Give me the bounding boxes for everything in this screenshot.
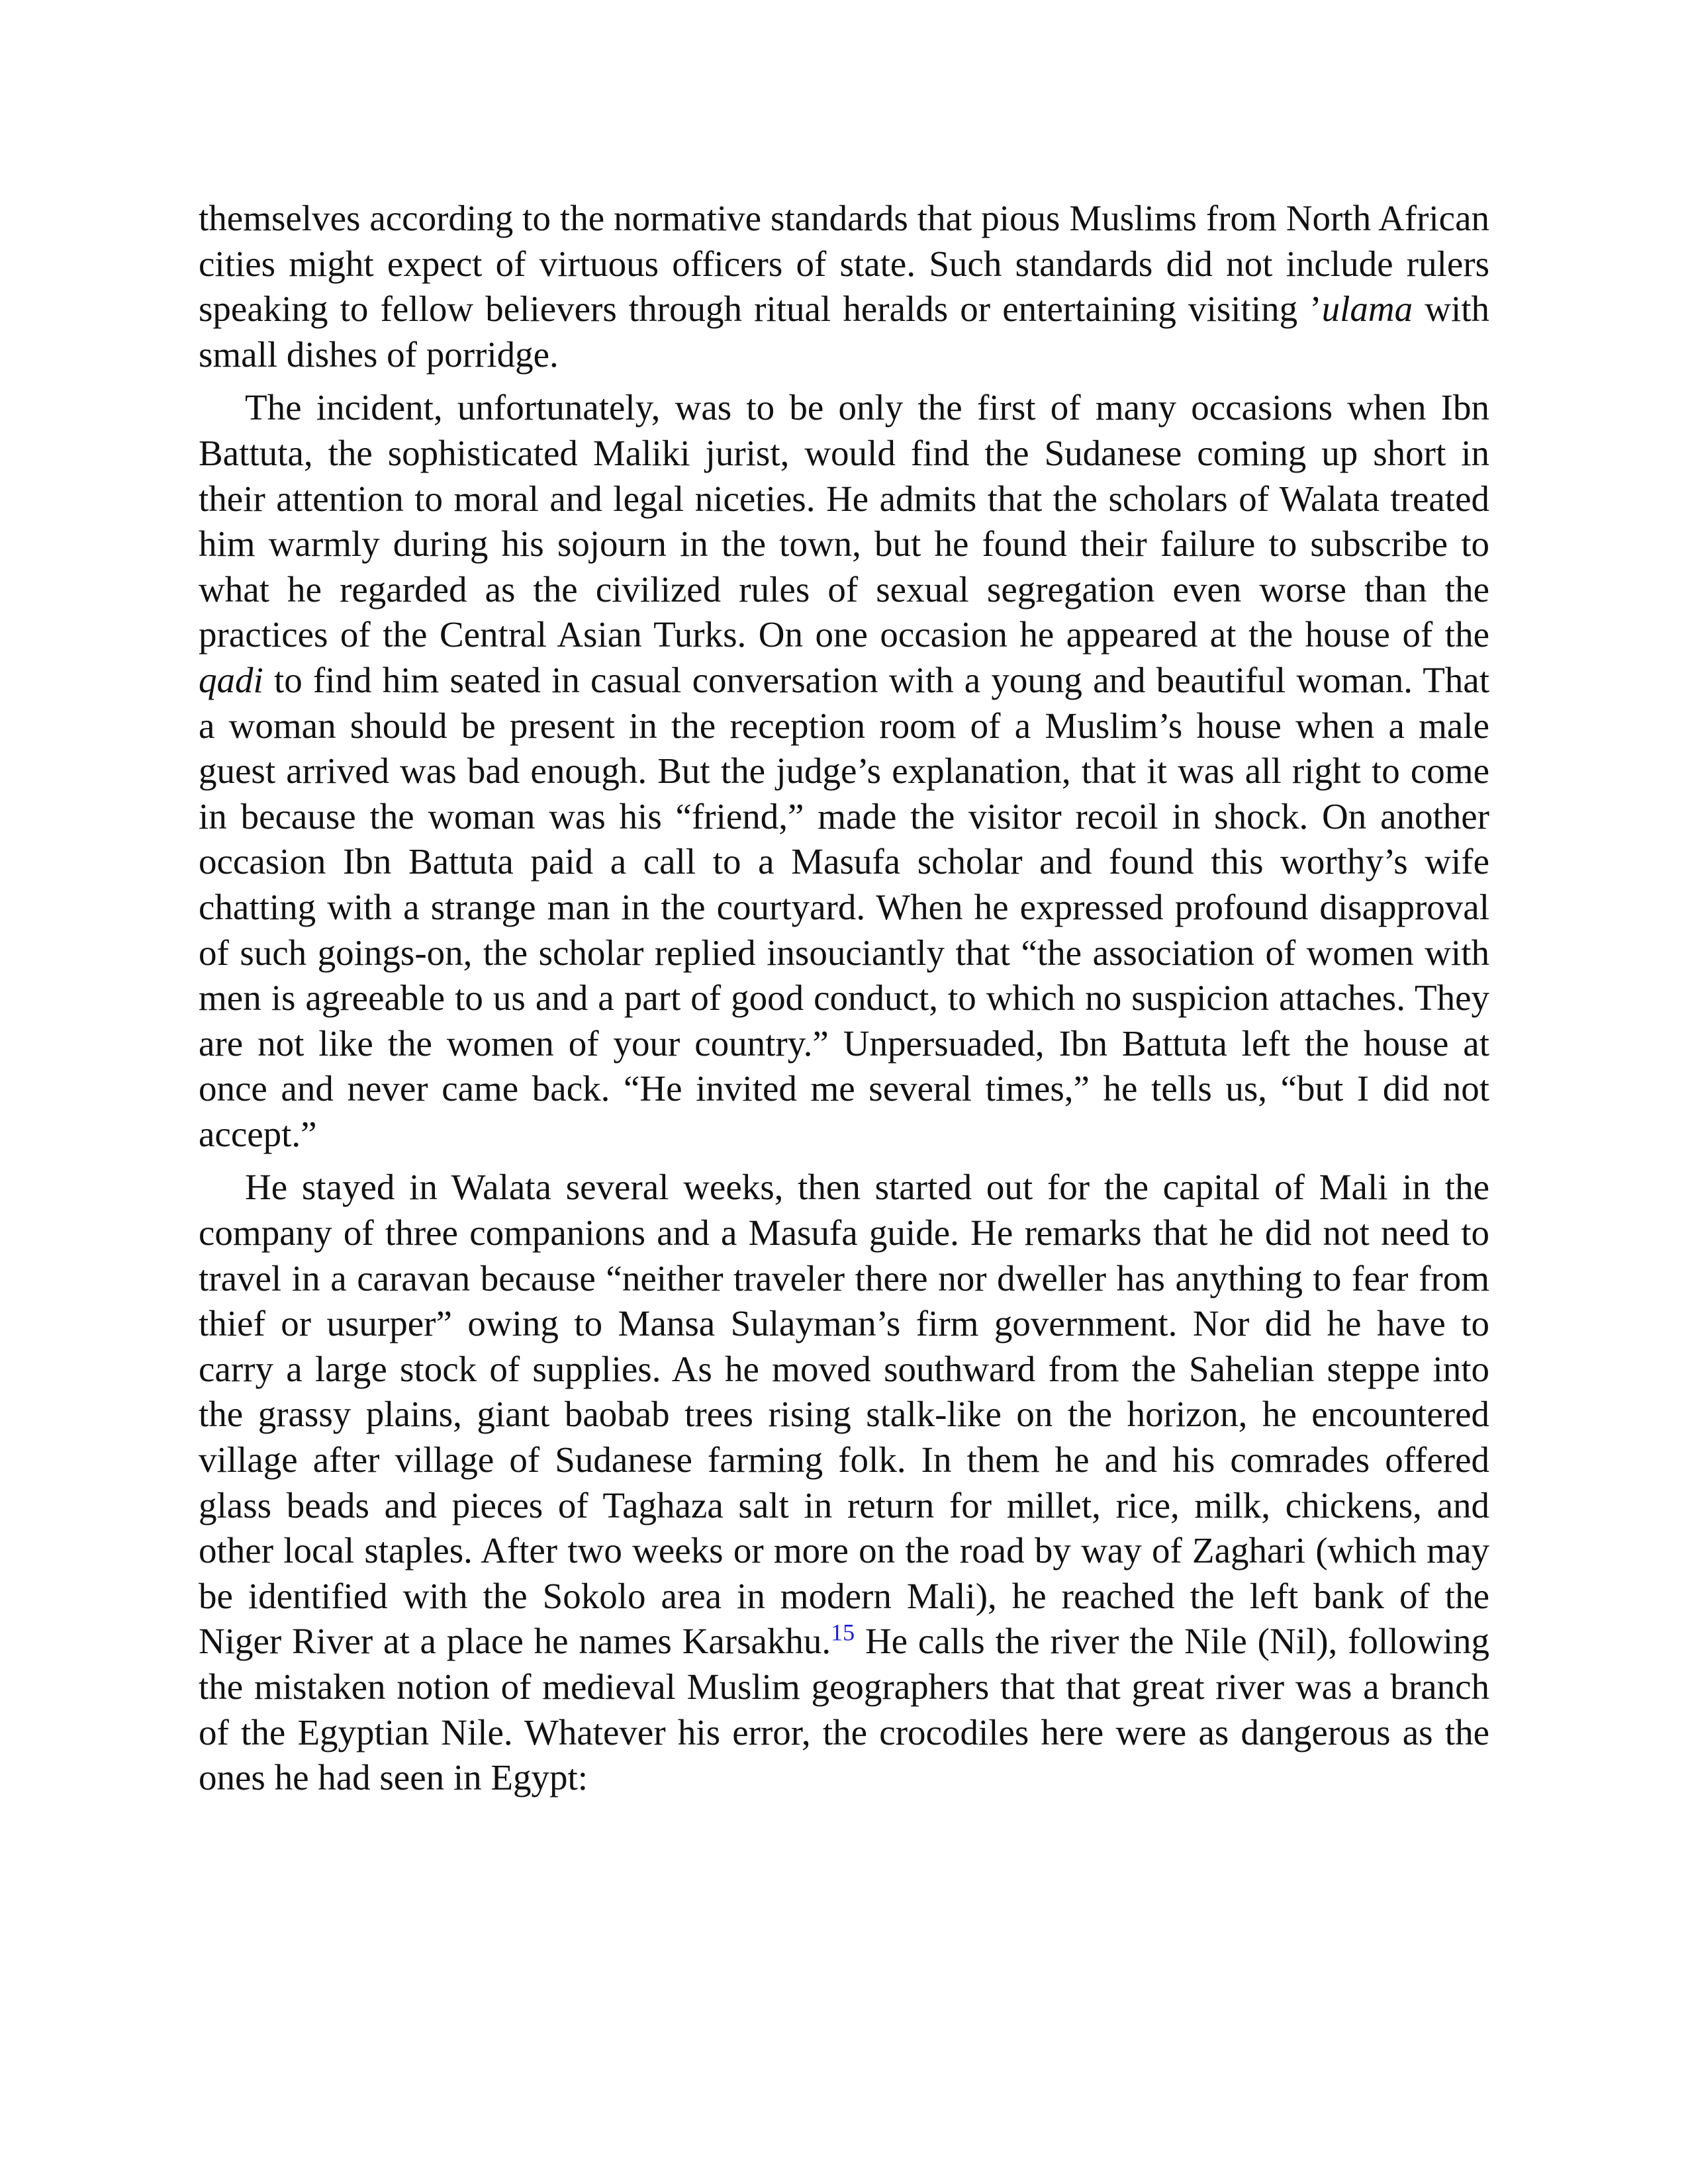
page-body (199, 196, 1489, 1801)
paragraph-text: themselves according to the normative standards that pious Muslims from North African cities might expect of virtuous officers of state. Such standards did not include rulers speaking to fellow believers through ritual heralds or entertaining visiting ’ (199, 198, 1489, 330)
paragraph-text: with small dishes of porridge. (199, 289, 1490, 375)
footnote-link-15[interactable]: 15 (831, 1619, 855, 1647)
paragraph-incident (199, 385, 1489, 1157)
italic-term-ulama: ulama (1321, 289, 1413, 330)
paragraph-text: He stayed in Walata several weeks, then started out for the capital of Mali in the company of three companions and a Masufa guide. He remarks that he did not need to travel in a caravan because “neither traveler there nor dweller has anything to fear from thief or usurper” owing to Mansa Sulayman’s firm government. Nor did he have to carry a large stock of supplies. As he moved southward from the Sahelian steppe into the grassy plains, giant baobab trees rising stalk-like on the horizon, he encountered village after village of Sudanese farming folk. In them he and his comrades offered glass beads and pieces of Taghaza salt in return for millet, rice, milk, chickens, and other local staples. After two weeks or more on the road by way of Zaghari (which may be identified with the Sokolo area in modern Mali), he reached the left bank of the Niger River at a place he names Karsakhu. (199, 1167, 1489, 1662)
paragraph-text: He calls the river the Nile (Nil), following the mistaken notion of medieval Muslim geographers that that great river was a branch of the Egyptian Nile. Whatever his error, the crocodiles here were as dangerous as the ones he had seen in Egypt: (199, 1621, 1489, 1798)
paragraph-journey (199, 1165, 1489, 1800)
paragraph-text: to find him seated in casual conversation with a young and beautiful woman. That a woman should be present in the reception room of a Muslim’s house when a male guest arrived was bad enough. But the judge’s explanation, that it was all right to come in because the woman was his “friend,” made the visitor recoil in shock. On another occasion Ibn Battuta paid a call to a Masufa scholar and found this worthy’s wife chatting with a strange man in the courtyard. When he expressed profound disapproval of such goings-on, the scholar replied insouciantly that “the association of women with men is agreeable to us and a part of good conduct, to which no suspicion attaches. They are not like the women of your country.” Unpersuaded, Ibn Battuta left the house at once and never came back. “He invited me several times,” he tells us, “but I did not accept.” (199, 659, 1489, 1154)
italic-term-qadi: qadi (199, 659, 263, 700)
paragraph-text: The incident, unfortunately, was to be only the first of many occasions when Ibn Battuta, the sophisticated Maliki jurist, would find the Sudanese coming up short in their attention to moral and legal niceties. He admits that the scholars of Walata treated him warmly during his sojourn in the town, but he found their failure to subscribe to what he regarded as the civilized rules of sexual segregation even worse than the practices of the Central Asian Turks. On one occasion he appeared at the house of the (199, 387, 1489, 655)
paragraph-continuation (199, 196, 1489, 377)
